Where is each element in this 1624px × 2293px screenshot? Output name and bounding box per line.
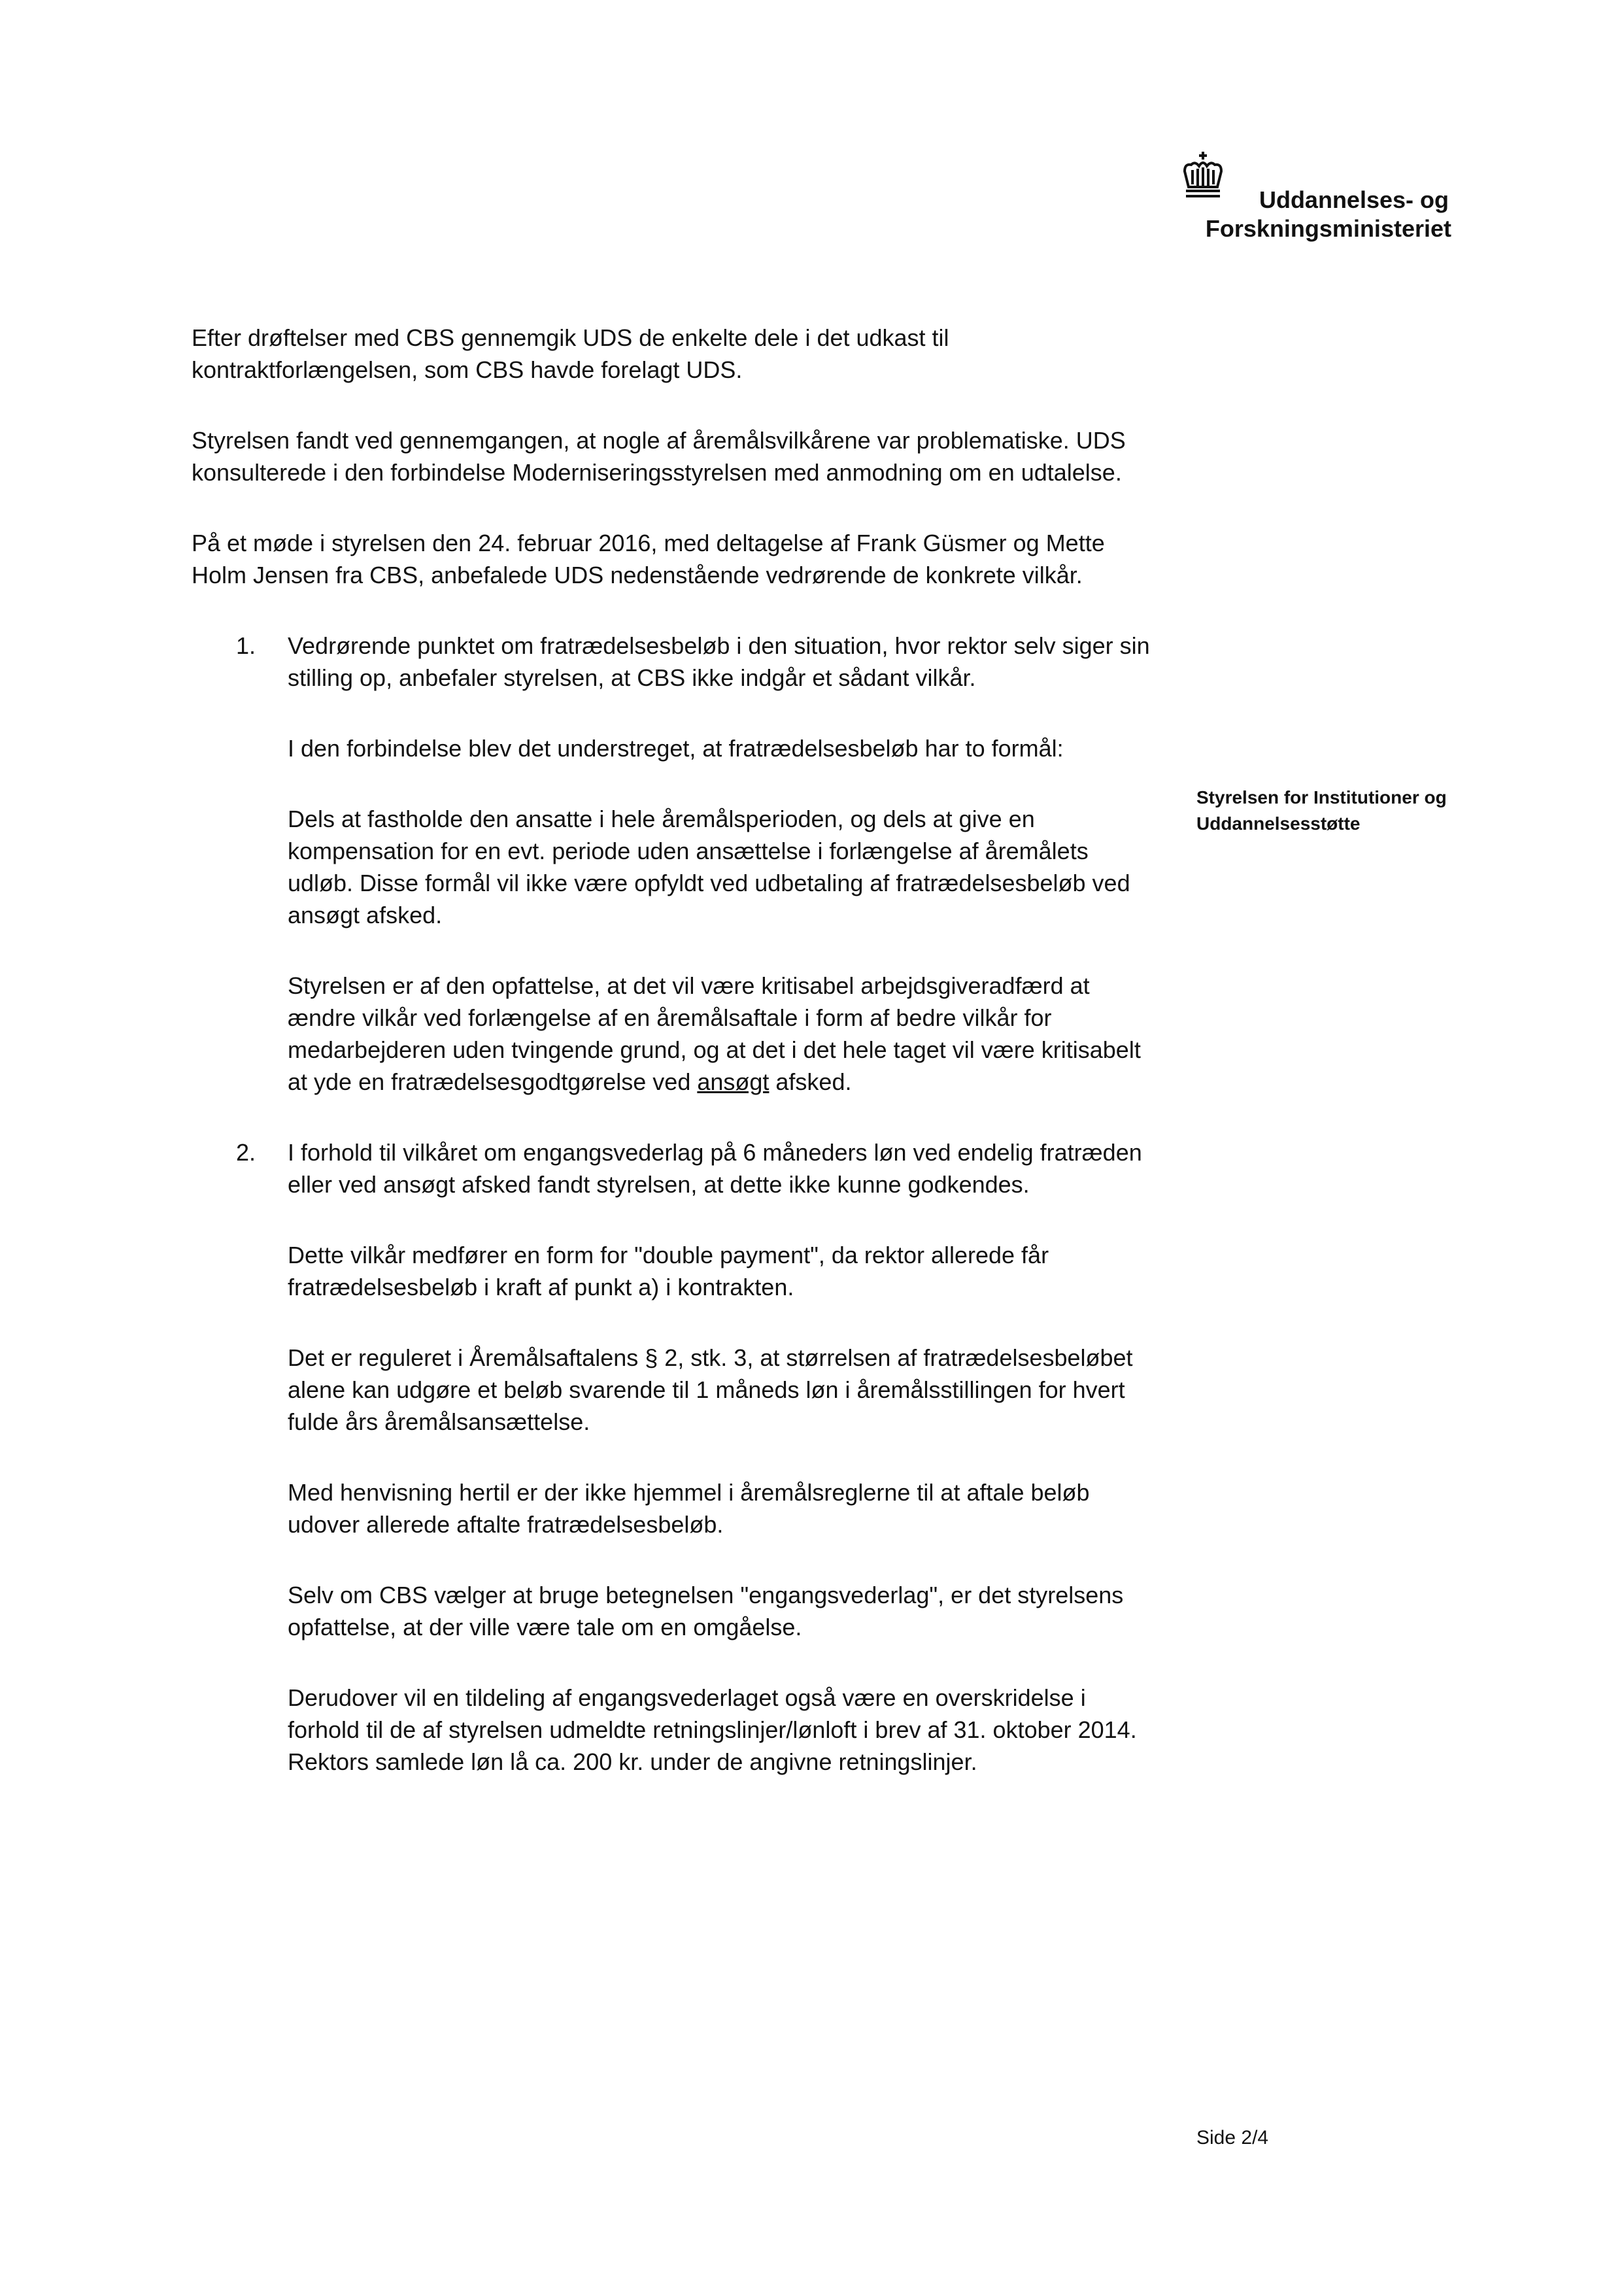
list-item-2: [192, 1136, 1153, 1778]
ministry-name: [1206, 186, 1451, 243]
agency-name-line2: Uddannelsesstøtte: [1196, 813, 1361, 834]
agency-name-line1: Styrelsen for Institutioner og: [1196, 787, 1447, 807]
list-item-paragraph: I forhold til vilkåret om engangsvederlag på 6 måneders løn ved endelig fratræden eller ved ansøgt afsked fandt styrelsen, at dette ikke kunne godkendes.: [288, 1139, 1142, 1198]
list-item-paragraph: [288, 970, 1153, 1098]
list-item-paragraph: Med henvisning hertil er der ikke hjemmel i åremålsreglerne til at aftale beløb udover allerede aftalte fratrædelsesbeløb.: [288, 1479, 1090, 1538]
list-item-1: [192, 630, 1153, 1098]
text-run: afsked.: [769, 1068, 852, 1095]
list-item-paragraph: Dels at fastholde den ansatte i hele åremålsperioden, og dels at give en kompensation for en evt. periode uden ansættelse i forlængelse af åremålets udløb. Disse formål vil ikke være opfyldt ved udbetaling af fratrædelsesbeløb ved ansøgt afsked.: [288, 806, 1130, 928]
list-item-paragraph: Selv om CBS vælger at bruge betegnelsen "engangsvederlag", er det styrelsens opfattelse, at der ville være tale om en omgåelse.: [288, 1582, 1124, 1640]
list-item-paragraph: Derudover vil en tildeling af engangsvederlaget også være en overskridelse i forhold til de af styrelsen udmeldte retningslinjer/lønloft i brev af 31. oktober 2014. Rektors samlede løn lå ca. 200 kr. under de angivne retningslinjer.: [288, 1684, 1137, 1775]
ministry-logo: [1177, 150, 1451, 242]
letter-body: [192, 322, 1153, 1816]
text-run: Styrelsen er af den opfattelse, at det vil være kritisabel arbejdsgiveradfærd at ændre vilkår ved forlængelse af en åremålsaftale i form af bedre vilkår for medarbejderen uden tvingende grund, og at det i det hele taget vil være kritisabelt at yde en fratrædelsesgodtgørelse ved: [288, 972, 1141, 1095]
list-item-paragraph: I den forbindelse blev det understreget, at fratrædelsesbeløb har to formål:: [288, 735, 1064, 762]
agency-name: [1196, 785, 1497, 837]
ministry-name-line2: Forskningsministeriet: [1205, 215, 1451, 242]
page-number: Side 2/4: [1196, 2127, 1269, 2149]
list-item-number: 2.: [236, 1139, 256, 1166]
underlined-word: ansøgt: [697, 1068, 770, 1095]
list-item-paragraph: Vedrørende punktet om fratrædelsesbeløb i den situation, hvor rektor selv siger sin stilling op, anbefaler styrelsen, at CBS ikke indgår et sådant vilkår.: [288, 632, 1150, 691]
list-item-paragraph: Det er reguleret i Åremålsaftalens § 2, stk. 3, at størrelsen af fratrædelsesbeløbet alene kan udgøre et beløb svarende til 1 måneds løn i åremålsstillingen for hvert fulde års åremålsansættelse.: [288, 1344, 1133, 1435]
ministry-name-line1: Uddannelses- og: [1259, 186, 1449, 213]
list-item-number: 1.: [236, 632, 256, 659]
review-paragraph: Styrelsen fandt ved gennemgangen, at nogle af åremålsvilkårene var problematiske. UDS konsulterede i den forbindelse Moderniseringsstyrelsen med anmodning om en udtalelse.: [192, 427, 1126, 486]
list-item-paragraph: Dette vilkår medfører en form for "double payment", da rektor allerede får fratrædelsesbeløb i kraft af punkt a) i kontrakten.: [288, 1242, 1049, 1300]
intro-paragraph: Efter drøftelser med CBS gennemgik UDS de enkelte dele i det udkast til kontraktforlængelsen, som CBS havde forelagt UDS.: [192, 324, 949, 383]
meeting-paragraph: På et møde i styrelsen den 24. februar 2016, med deltagelse af Frank Güsmer og Mette Holm Jensen fra CBS, anbefalede UDS nedenstående vedrørende de konkrete vilkår.: [192, 530, 1105, 588]
